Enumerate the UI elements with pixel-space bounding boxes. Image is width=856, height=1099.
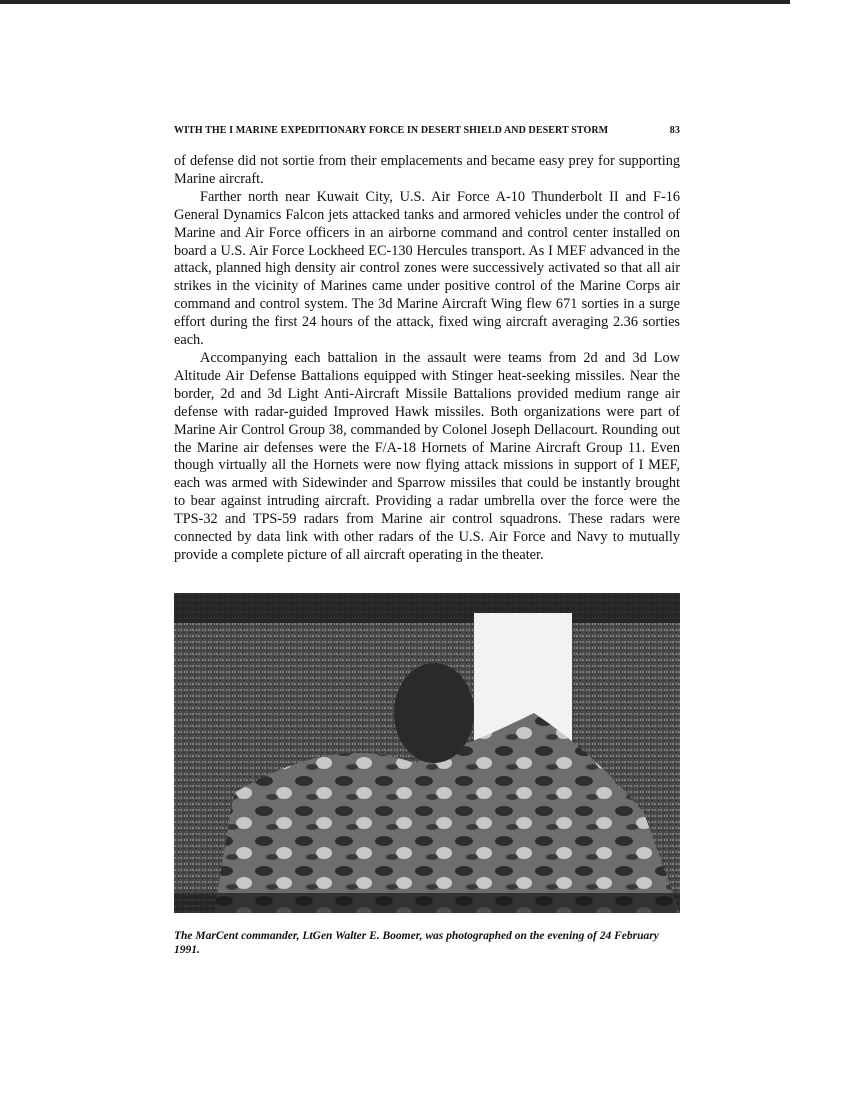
photo-caption: The MarCent commander, LtGen Walter E. Boomer, was photographed on the evening of 24 February 1991. (174, 930, 659, 956)
running-header (174, 125, 680, 136)
body-text (174, 153, 680, 565)
paragraph-2: Farther north near Kuwait City, U.S. Air Force A-10 Thunderbolt II and F-16 General Dynamics Falcon jets attacked tanks and armored vehicles under the control of Marine and Air Force officers in an airborne command and control center installed on board a U.S. Air Force Lockheed EC-130 Hercules transport. As I MEF advanced in the attack, planned high density air control zones were successively activated so that all air strikes in the vicinity of Marines came under positive control of the Marine Corps air command and control system. The 3d Marine Aircraft Wing flew 671 sorties in a surge effort during the first 24 hours of the attack, fixed wing aircraft averaging 2.36 sorties each. (174, 188, 680, 349)
paragraph-3: Accompanying each battalion in the assault were teams from 2d and 3d Low Altitude Air Defense Battalions equipped with Stinger heat-seeking missiles. Near the border, 2d and 3d Light Anti-Aircraft Missile Battalions provided medium range air defense with radar-guided Improved Hawk missiles. Both organizations were part of Marine Air Control Group 38, commanded by Colonel Joseph Dellacourt. Rounding out the Marine air defenses were the F/A-18 Hornets of Marine Aircraft Group 11. Even though virtually all the Hornets were now flying attack missions in support of I MEF, each was armed with Sidewinder and Sparrow missiles that could be instantly brought to bear against intruding aircraft. Providing a radar umbrella over the force were the TPS-32 and TPS-59 radars from Marine air control squadrons. These radars were connected by data link with other radars of the U.S. Air Force and Navy to mutually provide a complete picture of all aircraft operating in the theater. (174, 349, 680, 563)
photograph (174, 593, 680, 913)
paragraph-1: of defense did not sortie from their emplacements and became easy prey for supporting Marine aircraft. (174, 153, 680, 187)
photo-illustration (174, 593, 680, 913)
page-number: 83 (669, 125, 680, 136)
top-border-rule (0, 0, 790, 4)
running-head-title: WITH THE I MARINE EXPEDITIONARY FORCE IN DESERT SHIELD AND DESERT STORM (174, 125, 609, 136)
